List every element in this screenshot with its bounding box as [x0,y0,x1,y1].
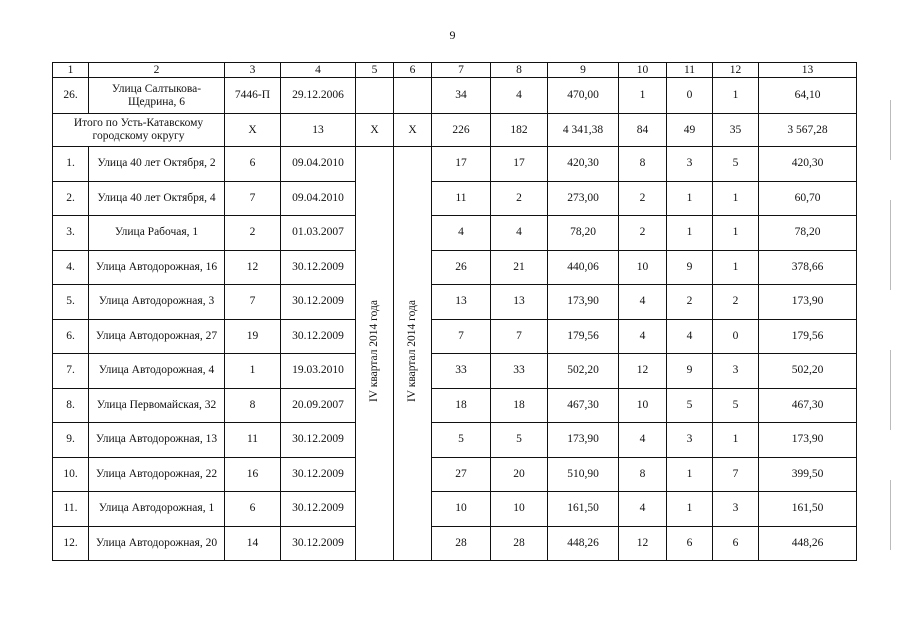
cell: 35 [713,114,759,147]
cell: 161,50 [759,492,857,527]
cell: 1 [225,354,281,389]
cell: 13 [491,285,548,320]
row-number: 10. [53,457,89,492]
cell: 84 [619,114,667,147]
cell: 7 [225,181,281,216]
cell: 5 [432,423,491,458]
cell: 60,70 [759,181,857,216]
cell: 78,20 [548,216,619,251]
table-row [53,423,857,458]
cell: 09.04.2010 [281,147,356,182]
header-cell: 13 [759,63,857,78]
period-text: IV квартал 2014 года [406,300,418,403]
cell: 30.12.2009 [281,285,356,320]
cell: 26 [432,250,491,285]
cell: 4 [619,319,667,354]
cell: 173,90 [759,285,857,320]
cell: 1 [667,457,713,492]
cell: 30.12.2009 [281,526,356,561]
cell: 226 [432,114,491,147]
cell: 9 [667,354,713,389]
table-row [53,354,857,389]
table-row [53,216,857,251]
header-cell: 8 [491,63,548,78]
row-number: 12. [53,526,89,561]
column-number-row [53,63,857,78]
row-number: 5. [53,285,89,320]
cell: 8 [225,388,281,423]
address-cell: Улица Рабочая, 1 [89,216,225,251]
address-cell: Улица Автодорожная, 3 [89,285,225,320]
cell: 28 [432,526,491,561]
address-cell [89,78,225,114]
cell: X [394,114,432,147]
cell: 378,66 [759,250,857,285]
scan-edge-marks [887,60,895,580]
cell: 1 [713,181,759,216]
cell: 29.12.2006 [281,78,356,114]
header-cell: 6 [394,63,432,78]
cell: 20.09.2007 [281,388,356,423]
cell: 33 [491,354,548,389]
row-number: 1. [53,147,89,182]
cell: 399,50 [759,457,857,492]
cell: 420,30 [548,147,619,182]
total-row [53,114,857,147]
cell: 34 [432,78,491,114]
row-number: 4. [53,250,89,285]
header-cell: 1 [53,63,89,78]
cell: 7 [432,319,491,354]
cell: 28 [491,526,548,561]
table-row [53,78,857,114]
cell: 3 567,28 [759,114,857,147]
cell: 21 [491,250,548,285]
cell: 78,20 [759,216,857,251]
cell: 4 [491,216,548,251]
table-row [53,492,857,527]
cell: 4 [619,492,667,527]
cell: 467,30 [548,388,619,423]
cell: 49 [667,114,713,147]
header-cell: 5 [356,63,394,78]
cell: 30.12.2009 [281,492,356,527]
cell: 1 [667,216,713,251]
cell: 19 [225,319,281,354]
cell: 3 [667,147,713,182]
cell: 33 [432,354,491,389]
cell: 448,26 [548,526,619,561]
cell: 173,90 [548,423,619,458]
cell: 9 [667,250,713,285]
cell: 161,50 [548,492,619,527]
cell: 18 [432,388,491,423]
cell: 17 [491,147,548,182]
cell: 14 [225,526,281,561]
cell: 7 [491,319,548,354]
cell: 1 [713,423,759,458]
cell: 2 [491,181,548,216]
cell: 182 [491,114,548,147]
cell: 6 [225,147,281,182]
cell: 1 [619,78,667,114]
cell: 1 [667,181,713,216]
cell: 179,56 [759,319,857,354]
housing-table [52,62,857,561]
address-cell: Улица Первомайская, 32 [89,388,225,423]
address-cell: Улица Автодорожная, 27 [89,319,225,354]
cell: 0 [667,78,713,114]
cell: 6 [667,526,713,561]
address-cell: Улица Автодорожная, 22 [89,457,225,492]
cell: 12 [619,526,667,561]
cell: 19.03.2010 [281,354,356,389]
address-cell: Улица 40 лет Октября, 4 [89,181,225,216]
table-row [53,526,857,561]
table-row [53,457,857,492]
cell: 1 [667,492,713,527]
cell: 13 [432,285,491,320]
table-row [53,250,857,285]
table-row [53,319,857,354]
merged-period-cell [394,147,432,561]
table-row [53,285,857,320]
header-cell: 7 [432,63,491,78]
cell: 4 [432,216,491,251]
header-cell: 2 [89,63,225,78]
cell: 7 [713,457,759,492]
cell: 6 [713,526,759,561]
row-number: 26. [53,78,89,114]
cell: 273,00 [548,181,619,216]
cell: 1 [713,216,759,251]
cell: 5 [713,147,759,182]
cell: 20 [491,457,548,492]
cell: 179,56 [548,319,619,354]
table-row [53,147,857,182]
row-number: 2. [53,181,89,216]
cell: 440,06 [548,250,619,285]
address-cell: Улица 40 лет Октября, 2 [89,147,225,182]
cell: 470,00 [548,78,619,114]
cell: X [225,114,281,147]
cell: 30.12.2009 [281,457,356,492]
total-label-line: Итого по Усть-Катавскому [73,117,204,129]
cell: X [356,114,394,147]
cell: 502,20 [548,354,619,389]
address-cell: Улица Автодорожная, 13 [89,423,225,458]
row-number: 3. [53,216,89,251]
cell: 1 [713,78,759,114]
table-row [53,388,857,423]
cell: 7 [225,285,281,320]
cell: 64,10 [759,78,857,114]
address-cell: Улица Автодорожная, 20 [89,526,225,561]
cell: 10 [491,492,548,527]
cell: 2 [667,285,713,320]
cell: 27 [432,457,491,492]
cell: 8 [619,147,667,182]
row-number: 8. [53,388,89,423]
cell [356,78,394,114]
cell: 10 [619,250,667,285]
address-line: Щедрина, 6 [127,95,186,108]
row-number: 9. [53,423,89,458]
header-cell: 11 [667,63,713,78]
cell: 6 [225,492,281,527]
cell: 12 [619,354,667,389]
cell: 2 [619,181,667,216]
address-line: Улица Салтыкова- [111,82,202,95]
cell: 173,90 [548,285,619,320]
header-cell: 4 [281,63,356,78]
cell: 4 [667,319,713,354]
cell: 5 [667,388,713,423]
total-label-line: городскому округу [92,130,185,142]
cell: 3 [667,423,713,458]
cell: 16 [225,457,281,492]
row-number: 11. [53,492,89,527]
table-row [53,181,857,216]
cell: 467,30 [759,388,857,423]
cell: 17 [432,147,491,182]
cell: 502,20 [759,354,857,389]
cell: 5 [491,423,548,458]
cell: 4 341,38 [548,114,619,147]
cell: 4 [619,285,667,320]
cell: 30.12.2009 [281,423,356,458]
cell: 3 [713,354,759,389]
merged-period-cell [356,147,394,561]
cell: 18 [491,388,548,423]
cell: 10 [432,492,491,527]
cell [394,78,432,114]
cell: 12 [225,250,281,285]
cell: 1 [713,250,759,285]
header-cell: 9 [548,63,619,78]
address-cell: Улица Автодорожная, 1 [89,492,225,527]
row-number: 6. [53,319,89,354]
cell: 7446-П [225,78,281,114]
cell: 2 [713,285,759,320]
cell: 448,26 [759,526,857,561]
cell: 3 [713,492,759,527]
address-cell: Улица Автодорожная, 16 [89,250,225,285]
cell: 5 [713,388,759,423]
cell: 4 [619,423,667,458]
header-cell: 10 [619,63,667,78]
cell: 09.04.2010 [281,181,356,216]
row-number: 7. [53,354,89,389]
cell: 2 [225,216,281,251]
header-cell: 3 [225,63,281,78]
period-text: IV квартал 2014 года [368,300,380,403]
cell: 01.03.2007 [281,216,356,251]
page-number: 9 [449,28,456,42]
cell: 420,30 [759,147,857,182]
cell: 10 [619,388,667,423]
cell: 13 [281,114,356,147]
cell: 2 [619,216,667,251]
cell: 11 [432,181,491,216]
total-label [53,114,225,147]
cell: 510,90 [548,457,619,492]
cell: 0 [713,319,759,354]
cell: 30.12.2009 [281,250,356,285]
cell: 173,90 [759,423,857,458]
cell: 30.12.2009 [281,319,356,354]
cell: 8 [619,457,667,492]
cell: 4 [491,78,548,114]
cell: 11 [225,423,281,458]
address-cell: Улица Автодорожная, 4 [89,354,225,389]
header-cell: 12 [713,63,759,78]
